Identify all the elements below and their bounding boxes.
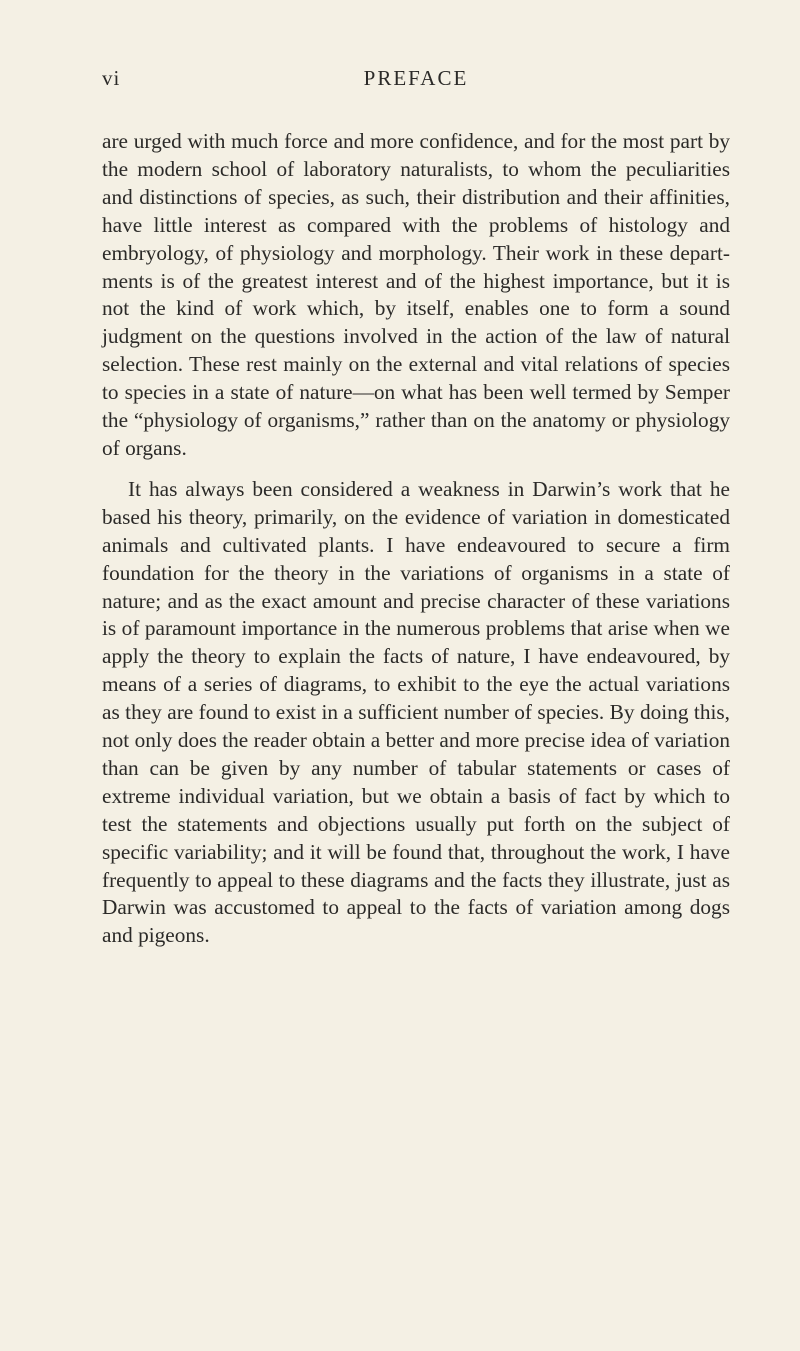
page-title: PREFACE <box>363 66 469 90</box>
paragraph: It has always been considered a weakness in Darwin’s work that he based his theory, primarily, on the evidence of variation in domesticated animals and cultivated plants. I have endeavoured to secure a firm foundation for the theory in the variations of organisms in a state of nature; and as the exact amount and precise character of these variations is of paramount importance in the numerous problems that arise when we apply the theory to explain the facts of nature, I have endeavoured, by means of a series of diagrams, to exhibit to the eye the actual variations as they are found to exist in a sufficient number of species. By doing this, not only does the reader obtain a better and more precise idea of variation than can be given by any number of tabular statements or cases of extreme individual variation, but we obtain a basis of fact by which to test the statements and objections usually put forth on the subject of specific variability; and it will be found that, throughout the work, I have frequently to appeal to these diagrams and the facts they illustrate, just as Darwin was accustomed to appeal to the facts of variation among dogs and pigeons. <box>102 476 730 948</box>
body-text <box>102 128 730 950</box>
running-head <box>102 66 730 96</box>
page-number: vi <box>102 66 121 90</box>
paragraph-continued: are urged with much force and more confidence, and for the most part by the modern school of laboratory naturalists, to whom the peculiarities and distinctions of species, as such, their distribution and their affinities, have little interest as compared with the problems of histology and embryology, of physiology and morphology. Their work in these departments is of the greatest interest and of the highest importance, but it is not the kind of work which, by itself, enables one to form a sound judgment on the questions involved in the action of the law of natural selection. These rest mainly on the external and vital relations of species to species in a state of nature—on what has been well termed by Semper the “physiology of organisms,” rather than on the anatomy or physiology of organs. <box>102 129 730 460</box>
